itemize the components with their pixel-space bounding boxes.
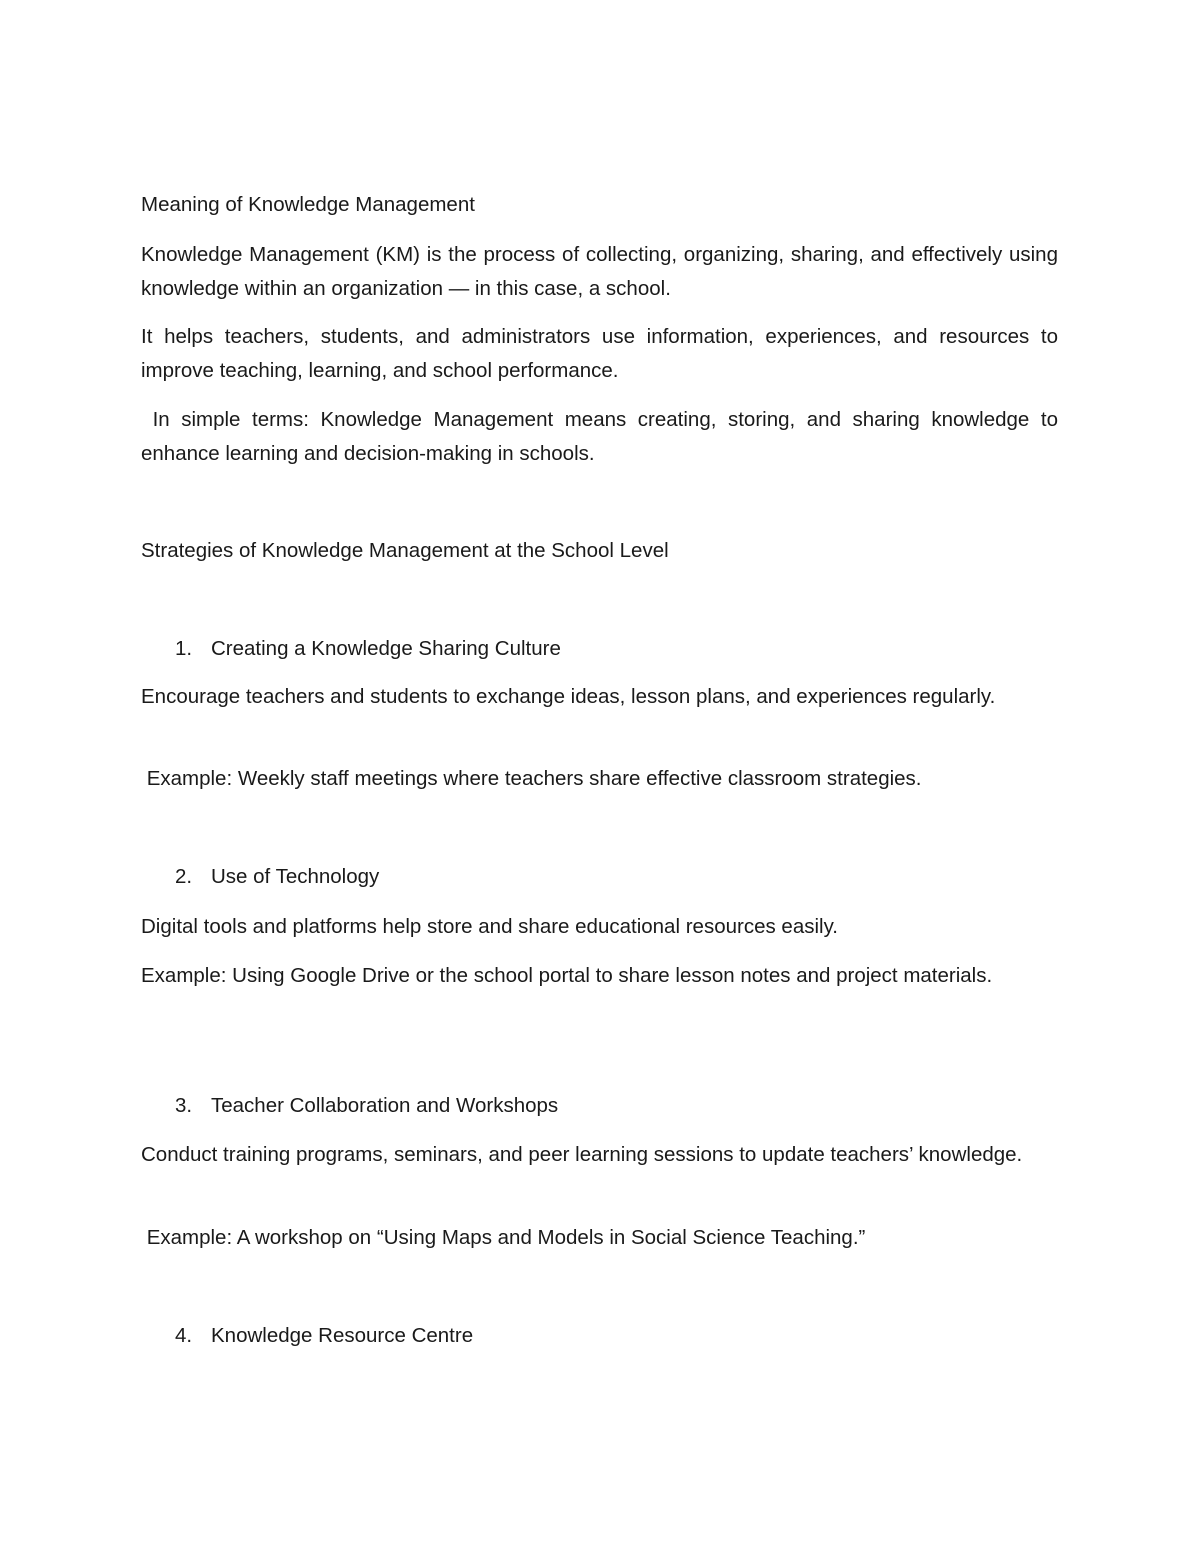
strategy-item-2-number: 2.	[175, 865, 193, 888]
strategy-item-4-title-text: Knowledge Resource Centre	[211, 1324, 474, 1347]
strategy-item-3-title	[175, 1089, 558, 1123]
strategy-item-1-title	[175, 632, 561, 666]
strategy-item-2-title	[175, 860, 379, 894]
strategy-item-4-title	[175, 1319, 473, 1353]
strategy-item-4-number: 4.	[175, 1324, 193, 1347]
strategy-item-2-title-text: Use of Technology	[211, 865, 380, 888]
meaning-paragraph-simple-terms: In simple terms: Knowledge Management means creating, storing, and sharing knowledge to enhance learning and decision-making in schools.	[141, 408, 1064, 465]
strategy-item-1-number: 1.	[175, 637, 193, 660]
strategy-item-3-title-text: Teacher Collaboration and Workshops	[211, 1094, 559, 1117]
meaning-heading: Meaning of Knowledge Management	[141, 193, 475, 216]
strategy-item-1-description: Encourage teachers and students to exchange ideas, lesson plans, and experiences regularly.	[141, 685, 996, 708]
strategy-item-1-title-text: Creating a Knowledge Sharing Culture	[211, 637, 561, 660]
strategy-item-2-example: Example: Using Google Drive or the school portal to share lesson notes and project materials.	[141, 964, 993, 987]
strategy-item-3-number: 3.	[175, 1094, 193, 1117]
meaning-paragraph-purpose: It helps teachers, students, and administrators use information, experiences, and resources to improve teaching, learning, and school performance.	[141, 325, 1058, 382]
strategies-heading: Strategies of Knowledge Management at the School Level	[141, 539, 669, 562]
strategy-item-1-example: Example: Weekly staff meetings where teachers share effective classroom strategies.	[141, 767, 922, 790]
strategy-item-3-example: Example: A workshop on “Using Maps and Models in Social Science Teaching.”	[141, 1226, 866, 1249]
strategy-item-3-description: Conduct training programs, seminars, and peer learning sessions to update teachers’ knowledge.	[141, 1143, 1023, 1166]
meaning-paragraph-definition: Knowledge Management (KM) is the process of collecting, organizing, sharing, and effectively using knowledge within an organization — in this case, a school.	[141, 243, 1058, 300]
strategy-item-2-description: Digital tools and platforms help store and share educational resources easily.	[141, 915, 838, 938]
